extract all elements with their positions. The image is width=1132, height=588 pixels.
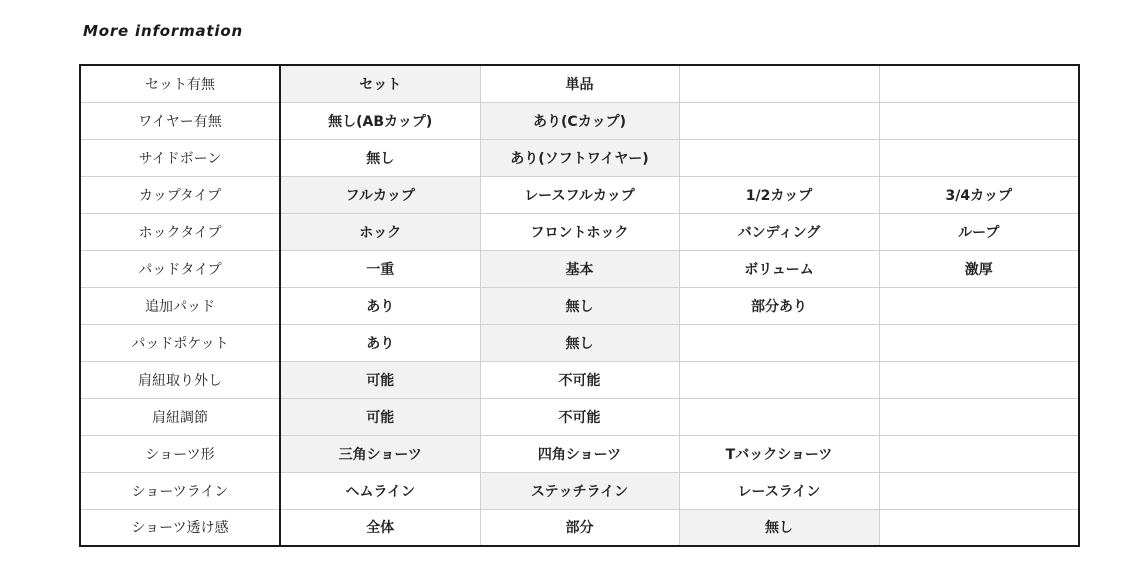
spec-option: 無し(ABカップ)	[280, 102, 480, 139]
spec-label: セット有無	[80, 65, 280, 102]
spec-row	[80, 472, 1079, 509]
spec-option-selected: 基本	[480, 250, 679, 287]
spec-option	[879, 472, 1079, 509]
spec-option: 四角ショーツ	[480, 435, 679, 472]
spec-option: 不可能	[480, 361, 679, 398]
spec-option	[879, 509, 1079, 546]
spec-option	[879, 65, 1079, 102]
spec-option	[679, 361, 879, 398]
spec-option-selected: ホック	[280, 213, 480, 250]
spec-option	[879, 139, 1079, 176]
spec-option: あり	[280, 287, 480, 324]
spec-option	[879, 398, 1079, 435]
spec-label: パッドタイプ	[80, 250, 280, 287]
spec-option	[879, 361, 1079, 398]
spec-label: 追加パッド	[80, 287, 280, 324]
spec-row	[80, 65, 1079, 102]
spec-option: 一重	[280, 250, 480, 287]
spec-label: ショーツライン	[80, 472, 280, 509]
spec-option-selected: フルカップ	[280, 176, 480, 213]
spec-option	[679, 102, 879, 139]
spec-row	[80, 139, 1079, 176]
spec-label: ショーツ形	[80, 435, 280, 472]
spec-label: パッドポケット	[80, 324, 280, 361]
spec-option	[879, 324, 1079, 361]
spec-option: 単品	[480, 65, 679, 102]
spec-table-body	[80, 65, 1079, 546]
spec-option-selected: 可能	[280, 361, 480, 398]
spec-option: Tバックショーツ	[679, 435, 879, 472]
spec-option	[679, 65, 879, 102]
spec-option: 部分	[480, 509, 679, 546]
spec-option: フロントホック	[480, 213, 679, 250]
spec-option-selected: ステッチライン	[480, 472, 679, 509]
spec-row	[80, 361, 1079, 398]
spec-option: ボリューム	[679, 250, 879, 287]
spec-option-selected: 無し	[679, 509, 879, 546]
spec-label: カップタイプ	[80, 176, 280, 213]
spec-row	[80, 176, 1079, 213]
spec-row	[80, 509, 1079, 546]
spec-option	[679, 324, 879, 361]
spec-option: 部分あり	[679, 287, 879, 324]
spec-option: レースライン	[679, 472, 879, 509]
spec-label: サイドボーン	[80, 139, 280, 176]
spec-option-selected: あり(Cカップ)	[480, 102, 679, 139]
spec-label: ショーツ透け感	[80, 509, 280, 546]
spec-label: ワイヤー有無	[80, 102, 280, 139]
spec-row	[80, 398, 1079, 435]
spec-option-selected: 無し	[480, 287, 679, 324]
spec-option	[879, 102, 1079, 139]
spec-option: あり	[280, 324, 480, 361]
spec-option: ループ	[879, 213, 1079, 250]
spec-option: 不可能	[480, 398, 679, 435]
spec-option	[879, 287, 1079, 324]
spec-option-selected: 可能	[280, 398, 480, 435]
spec-option: 無し	[280, 139, 480, 176]
spec-option: 3/4カップ	[879, 176, 1079, 213]
spec-option: 全体	[280, 509, 480, 546]
section-title: More information	[83, 22, 243, 40]
spec-option: 1/2カップ	[679, 176, 879, 213]
spec-option-selected: あり(ソフトワイヤー)	[480, 139, 679, 176]
spec-option: レースフルカップ	[480, 176, 679, 213]
spec-option	[679, 139, 879, 176]
spec-row	[80, 435, 1079, 472]
spec-option: 激厚	[879, 250, 1079, 287]
spec-option: バンディング	[679, 213, 879, 250]
spec-label: 肩紐調節	[80, 398, 280, 435]
spec-row	[80, 213, 1079, 250]
spec-row	[80, 102, 1079, 139]
spec-option-selected: 無し	[480, 324, 679, 361]
spec-option	[679, 398, 879, 435]
spec-option	[879, 435, 1079, 472]
spec-label: 肩紐取り外し	[80, 361, 280, 398]
spec-row	[80, 250, 1079, 287]
spec-label: ホックタイプ	[80, 213, 280, 250]
spec-table	[79, 64, 1080, 547]
spec-option-selected: セット	[280, 65, 480, 102]
spec-option-selected: 三角ショーツ	[280, 435, 480, 472]
spec-option: ヘムライン	[280, 472, 480, 509]
spec-row	[80, 287, 1079, 324]
spec-row	[80, 324, 1079, 361]
